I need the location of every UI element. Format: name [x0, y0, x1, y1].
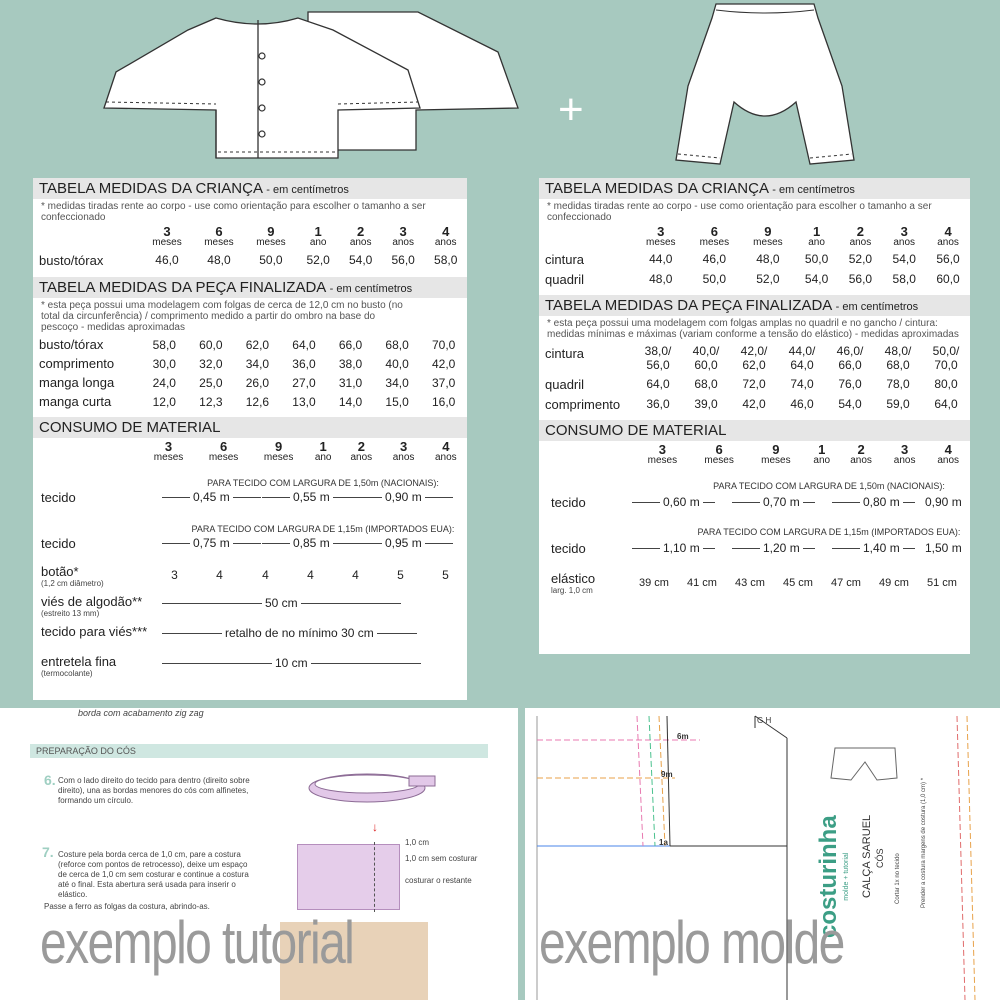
- table-row: [539, 269, 970, 289]
- cell: 54,0: [348, 253, 373, 267]
- waist-min: 38,0/: [644, 344, 672, 358]
- cell: 37,0: [432, 375, 456, 390]
- cell: 42,0: [432, 356, 456, 371]
- value-text: retalho de no mínimo 30 cm: [225, 626, 374, 640]
- cell: 39,0: [694, 397, 718, 411]
- fabric-value: 1,10 m: [663, 541, 700, 555]
- button-count: 5: [442, 568, 449, 582]
- label-text: botão*: [41, 564, 79, 579]
- size-marker: 6m: [677, 732, 689, 741]
- step-text: Com o lado direito do tecido para dentro (direito sobre direito), una as bordas menores do cós com alfinetes, formando um círculo.: [58, 776, 250, 805]
- cell: 50,0: [259, 253, 283, 267]
- cell: 31,0: [338, 375, 363, 390]
- waist-min: 48,0/: [884, 344, 912, 358]
- cut-instruction: Cortar 1x no tecido: [895, 853, 901, 904]
- waist-max: 56,0: [646, 358, 670, 372]
- cell: 52,0: [306, 253, 330, 267]
- fabric-label: tecido: [551, 541, 586, 556]
- cell: 54,0: [838, 397, 862, 411]
- unit-text: - em centímetros: [835, 301, 919, 313]
- table-row: [539, 394, 970, 414]
- cell: 14,0: [338, 394, 363, 409]
- cell: 48,0: [756, 252, 780, 266]
- material-title: CONSUMO DE MATERIAL: [33, 417, 467, 438]
- fabric-caption: PARA TECIDO COM LARGURA DE 1,15m (IMPORTADOS EUA):: [191, 524, 455, 534]
- size-num: 2: [857, 442, 865, 457]
- cell: [730, 342, 778, 374]
- row-label: busto/tórax: [39, 252, 104, 268]
- cell: 74,0: [790, 377, 814, 391]
- size-num: 6: [710, 224, 718, 239]
- waistband-ring-illustration: [305, 768, 440, 808]
- cell: 59,0: [886, 397, 910, 411]
- cell: 52,0: [756, 272, 780, 286]
- cell: 27,0: [292, 375, 316, 390]
- unit-text: - em centímetros: [266, 184, 349, 196]
- label-text: viés de algodão**: [41, 594, 143, 609]
- button-label: [41, 564, 104, 588]
- cell: 34,0: [245, 356, 270, 371]
- table-row: [539, 249, 970, 269]
- button-count: 4: [216, 568, 223, 582]
- size-unit: meses: [761, 455, 791, 466]
- size-num: 6: [215, 224, 223, 239]
- child-measure-table: [33, 223, 467, 271]
- bias-fabric-label: tecido para viés***: [41, 624, 148, 639]
- fabric-value: 1,50 m: [925, 541, 962, 555]
- size-marker: 1a: [659, 838, 668, 847]
- fabric-values: [829, 495, 918, 509]
- zigzag-note: borda com acabamento zig zag: [78, 708, 204, 718]
- cell: 24,0: [152, 375, 176, 390]
- fabric-values: [259, 536, 364, 550]
- fabric-value: 0,45 m: [193, 490, 230, 504]
- cell: 70,0: [432, 337, 456, 352]
- cell: 64,0: [292, 337, 316, 352]
- cell: 68,0: [385, 337, 409, 352]
- fabric-label: tecido: [551, 495, 586, 510]
- fabric-values: [351, 490, 456, 504]
- title-text: TABELA MEDIDAS DA PEÇA FINALIZADA: [545, 297, 832, 314]
- cell: 46,0: [155, 253, 179, 267]
- finished-measure-note: * esta peça possui uma modelagem com folgas de cerca de 12,0 cm no busto (no total da circunferência) / comprimento medido a partir do ombro na base do pescoço - medidas aproximadas: [41, 300, 403, 333]
- cell: 48,0: [207, 253, 231, 267]
- size-unit: anos: [435, 452, 457, 463]
- size-num: 6: [715, 442, 723, 457]
- step-number: 6.: [44, 772, 56, 788]
- size-unit: ano: [813, 455, 831, 466]
- waist-max: 64,0: [790, 358, 814, 372]
- pants-illustration: [672, 2, 858, 170]
- table-row: [33, 354, 467, 373]
- fabric-value: 0,85 m: [293, 536, 330, 550]
- table-row: [539, 374, 970, 394]
- fabric-label: tecido: [41, 536, 76, 551]
- waist-max: 66,0: [838, 358, 862, 372]
- cell: 12,3: [199, 394, 223, 409]
- label-sub: larg. 1,0 cm: [551, 586, 593, 595]
- fabric-caption: PARA TECIDO COM LARGURA DE 1,50m (NACIONAIS):: [207, 478, 439, 488]
- size-num: 4: [442, 439, 450, 454]
- fabric-values: [829, 541, 918, 555]
- label-text: elástico: [551, 571, 596, 586]
- size-num: 1: [319, 439, 327, 454]
- size-unit: ano: [314, 452, 332, 463]
- elastic-value: 47 cm: [831, 577, 861, 589]
- watermark: exemplo tutorial: [40, 909, 354, 976]
- elastic-value: 45 cm: [783, 577, 813, 589]
- interfacing-label: [41, 654, 116, 678]
- value-text: 50 cm: [265, 596, 298, 610]
- finished-measure-note: * esta peça possui uma modelagem com folgas amplas no quadril e no gancho / cintura: medidas mínimas e máximas (variam conforme a tensão do elástico) - medidas aproximadas: [547, 318, 959, 340]
- step-text: Costure pela borda cerca de 1,0 cm, pare a costura (reforce com pontos de retrocesso), deixe um espaço de cerca de 1,0 cm sem costurar e continue a costura até o final. Esta abertura será usada para inserir o elástico.: [58, 850, 249, 899]
- cell: 42,0: [742, 397, 766, 411]
- title-text: TABELA MEDIDAS DA PEÇA FINALIZADA: [39, 279, 326, 296]
- fabric-value: 0,80 m: [863, 495, 900, 509]
- elastic-value: 49 cm: [879, 577, 909, 589]
- elastic-value: 39 cm: [639, 577, 669, 589]
- size-num: 9: [764, 224, 772, 239]
- fabric-value: 0,60 m: [663, 495, 700, 509]
- cell: 66,0: [338, 337, 363, 352]
- jacket-tables-panel: [33, 178, 467, 700]
- section-title: PREPARAÇÃO DO CÓS: [30, 744, 488, 758]
- cell: 36,0: [646, 397, 670, 411]
- cell: [634, 342, 682, 374]
- step-number: 7.: [42, 844, 54, 860]
- step-text: Passe a ferro as folgas da costura, abrindo-as.: [44, 902, 210, 911]
- size-num: 3: [657, 224, 665, 239]
- size-unit: meses: [646, 237, 676, 248]
- table-row: [33, 392, 467, 411]
- waistband-flat-illustration: [297, 844, 400, 910]
- fabric-caption: PARA TECIDO COM LARGURA DE 1,15m (IMPORTADOS EUA):: [697, 527, 961, 537]
- table-row: [539, 342, 970, 374]
- waist-min: 44,0/: [788, 344, 816, 358]
- cell: 64,0: [646, 377, 670, 391]
- size-unit: ano: [808, 237, 825, 248]
- waist-min: 42,0/: [740, 344, 768, 358]
- size-num: 6: [219, 439, 228, 454]
- cell: 48,0: [649, 272, 673, 286]
- size-num: 3: [399, 224, 407, 239]
- row-label: comprimento: [545, 396, 621, 412]
- size-num: 4: [944, 442, 952, 457]
- label-sub: (termocolante): [41, 669, 93, 678]
- fabric-values: [629, 541, 718, 555]
- cell: 54,0: [804, 272, 829, 286]
- waist-min: 40,0/: [692, 344, 720, 358]
- size-header-row: [33, 223, 467, 249]
- size-num: 1: [818, 442, 826, 457]
- plus-sign: +: [558, 85, 584, 134]
- cell: 56,0: [848, 272, 873, 286]
- row-label: quadril: [545, 271, 585, 287]
- fabric-value: 0,90 m: [925, 495, 962, 509]
- size-unit: anos: [850, 455, 872, 466]
- waist-min: 46,0/: [836, 344, 864, 358]
- size-unit: anos: [849, 237, 872, 248]
- row-label: busto/tórax: [39, 337, 104, 352]
- size-unit: meses: [152, 237, 182, 248]
- size-unit: anos: [349, 237, 372, 248]
- row-label: manga longa: [39, 375, 115, 390]
- cell: 58,0: [152, 337, 176, 352]
- cell: 62,0: [245, 337, 270, 352]
- size-unit: anos: [350, 452, 373, 463]
- size-num: 3: [163, 224, 171, 239]
- pants-tables-panel: [539, 178, 970, 654]
- material-size-header: [33, 438, 467, 464]
- cell: 25,0: [199, 375, 223, 390]
- button-count: 3: [171, 568, 178, 582]
- cell: 36,0: [292, 356, 316, 371]
- label-text: entretela fina: [41, 654, 117, 669]
- size-num: 2: [856, 224, 865, 239]
- size-unit: meses: [704, 455, 734, 466]
- cell: 68,0: [694, 377, 718, 391]
- waist-max: 70,0: [934, 358, 958, 372]
- size-num: 3: [658, 442, 666, 457]
- cell: [826, 342, 874, 374]
- unit-text: - em centímetros: [772, 184, 855, 196]
- cell: 13,0: [292, 394, 316, 409]
- cell: 34,0: [385, 375, 409, 390]
- row-label: cintura: [545, 346, 585, 361]
- row-label: comprimento: [39, 356, 115, 371]
- cell: 72,0: [742, 377, 766, 391]
- pattern-sample: [525, 708, 1000, 1000]
- button-count: 5: [397, 568, 404, 582]
- size-num: 9: [275, 439, 283, 454]
- title-text: TABELA MEDIDAS DA CRIANÇA: [39, 180, 263, 197]
- waist-min: 50,0/: [932, 344, 960, 358]
- piece-name: CALÇA SARUEL: [861, 814, 873, 898]
- label-sub: (1,2 cm diâmetro): [41, 579, 104, 588]
- cell: 64,0: [934, 397, 958, 411]
- cell: 78,0: [886, 377, 910, 391]
- annotation: 1,0 cm sem costurar: [405, 854, 478, 863]
- row-label: manga curta: [39, 394, 112, 409]
- material-body: [539, 467, 970, 617]
- size-unit: anos: [893, 455, 916, 466]
- jacket-illustration: [98, 10, 520, 165]
- child-measure-title: [539, 178, 970, 199]
- size-unit: meses: [753, 237, 783, 248]
- brand-logo: costurinha: [815, 815, 842, 938]
- cell: 50,0: [804, 252, 829, 266]
- brand-tagline: molde + tutorial: [843, 852, 850, 901]
- cell: 38,0: [338, 356, 363, 371]
- label-sub: (estreito 13 mm): [41, 609, 100, 618]
- annotation: 1,0 cm: [405, 838, 430, 847]
- size-unit: meses: [647, 455, 678, 466]
- child-measure-table: [539, 223, 970, 289]
- material-size-header: [539, 441, 970, 467]
- size-unit: meses: [699, 237, 730, 248]
- elastic-value: 51 cm: [927, 577, 957, 589]
- cell: 46,0: [702, 252, 727, 266]
- size-unit: anos: [434, 237, 457, 248]
- cell: 60,0: [936, 272, 960, 286]
- button-count: 4: [262, 568, 269, 582]
- fabric-value: 1,20 m: [763, 541, 800, 555]
- button-count: 4: [352, 568, 359, 582]
- size-num: 3: [164, 439, 173, 454]
- fabric-label: tecido: [41, 490, 76, 505]
- size-num: 9: [772, 442, 780, 457]
- size-unit: meses: [263, 452, 294, 463]
- size-unit: anos: [392, 237, 414, 248]
- waist-max: 62,0: [742, 358, 766, 372]
- size-header-row: [33, 438, 467, 464]
- cell: 12,0: [152, 394, 176, 409]
- fabric-values: [159, 490, 264, 504]
- fabric-value: 0,70 m: [763, 495, 800, 509]
- fabric-value: 0,95 m: [385, 536, 422, 550]
- unit-text: - em centímetros: [329, 283, 413, 295]
- fabric-values: [159, 536, 264, 550]
- cell: 58,0: [892, 272, 916, 286]
- cell: 58,0: [434, 253, 458, 267]
- size-num: 9: [267, 224, 275, 239]
- fabric-value: 0,90 m: [385, 490, 422, 504]
- cell: 76,0: [838, 377, 862, 391]
- cell: 50,0: [702, 272, 727, 286]
- interfacing-value: [159, 656, 424, 670]
- size-unit: ano: [309, 237, 327, 248]
- cell: 30,0: [152, 356, 176, 371]
- cell: [682, 342, 730, 374]
- size-unit: anos: [893, 237, 916, 248]
- size-unit: anos: [392, 452, 415, 463]
- seam-line: [374, 842, 375, 912]
- bias-label: [41, 594, 142, 618]
- cut-instruction: Prender a costura margens de costura (1,0 cm) *: [921, 777, 927, 908]
- size-num: 2: [357, 439, 365, 454]
- size-marker: 9m: [661, 770, 673, 779]
- fabric-values: [729, 495, 818, 509]
- piece-sub: CÓS: [875, 848, 885, 868]
- child-measure-note: * medidas tiradas rente ao corpo - use como orientação para escolher o tamanho a ser confeccionado: [41, 201, 426, 223]
- fabric-value: 0,75 m: [193, 536, 230, 550]
- cell: [922, 342, 970, 374]
- finished-measure-title: [33, 277, 467, 298]
- annotation: costurar o restante: [405, 876, 472, 885]
- size-unit: meses: [208, 452, 239, 463]
- title-text: TABELA MEDIDAS DA CRIANÇA: [545, 180, 769, 197]
- cell: 54,0: [892, 252, 916, 266]
- child-measure-title: [33, 178, 467, 199]
- cell: 46,0: [790, 397, 814, 411]
- cell: 12,6: [245, 394, 270, 409]
- waist-max: 68,0: [886, 358, 910, 372]
- child-measure-note: * medidas tiradas rente ao corpo - use como orientação para escolher o tamanho a ser confeccionado: [547, 201, 932, 223]
- cell: 44,0: [649, 252, 673, 266]
- finished-measure-table: [33, 335, 467, 411]
- cell: 32,0: [199, 356, 223, 371]
- cell: 15,0: [385, 394, 409, 409]
- material-title: CONSUMO DE MATERIAL: [539, 420, 970, 441]
- table-row: [33, 335, 467, 354]
- size-num: 2: [357, 224, 365, 239]
- button-count: 4: [307, 568, 314, 582]
- size-unit: meses: [256, 237, 286, 248]
- pattern-marker: G H: [757, 716, 772, 725]
- bias-value: [159, 596, 404, 610]
- elastic-label: [551, 571, 595, 595]
- cell: [874, 342, 922, 374]
- finished-measure-title: [539, 295, 970, 316]
- size-num: 3: [900, 224, 908, 239]
- size-num: 1: [812, 224, 821, 239]
- size-header-row: [539, 223, 970, 249]
- cell: 56,0: [936, 252, 960, 266]
- value-text: 10 cm: [275, 656, 308, 670]
- size-num: 3: [901, 442, 909, 457]
- finished-measure-table: [539, 342, 970, 414]
- bias-fabric-value: [159, 626, 420, 640]
- cell: [778, 342, 826, 374]
- size-num: 3: [399, 439, 408, 454]
- fabric-caption: PARA TECIDO COM LARGURA DE 1,50m (NACIONAIS):: [713, 481, 945, 491]
- cell: 52,0: [848, 252, 873, 266]
- cell: 26,0: [245, 375, 270, 390]
- fabric-value: 1,40 m: [863, 541, 900, 555]
- watermark: exemplo molde: [539, 909, 844, 976]
- size-num: 4: [944, 224, 952, 239]
- size-unit: anos: [937, 237, 959, 248]
- cell: 56,0: [391, 253, 415, 267]
- fabric-values: [629, 495, 718, 509]
- fabric-value: 0,55 m: [293, 490, 330, 504]
- arrow-down-icon: ↓: [372, 820, 378, 834]
- row-label: cintura: [545, 251, 585, 267]
- fabric-values: [351, 536, 456, 550]
- cell: 60,0: [199, 337, 223, 352]
- elastic-value: 43 cm: [735, 577, 765, 589]
- fabric-values: [729, 541, 818, 555]
- size-header-row: [539, 441, 970, 467]
- cell: 40,0: [385, 356, 409, 371]
- elastic-value: 41 cm: [687, 577, 717, 589]
- table-row: [33, 373, 467, 392]
- fabric-values: [259, 490, 364, 504]
- table-row: [33, 249, 467, 271]
- size-num: 1: [314, 224, 322, 239]
- size-unit: meses: [153, 452, 184, 463]
- size-num: 4: [442, 224, 450, 239]
- tutorial-sample: [0, 708, 518, 1000]
- material-body: [33, 464, 467, 679]
- cell: 80,0: [934, 377, 958, 391]
- size-unit: anos: [937, 455, 960, 466]
- size-unit: meses: [204, 237, 234, 248]
- waist-max: 60,0: [694, 358, 718, 372]
- cell: 16,0: [432, 394, 456, 409]
- row-label: quadril: [545, 376, 585, 392]
